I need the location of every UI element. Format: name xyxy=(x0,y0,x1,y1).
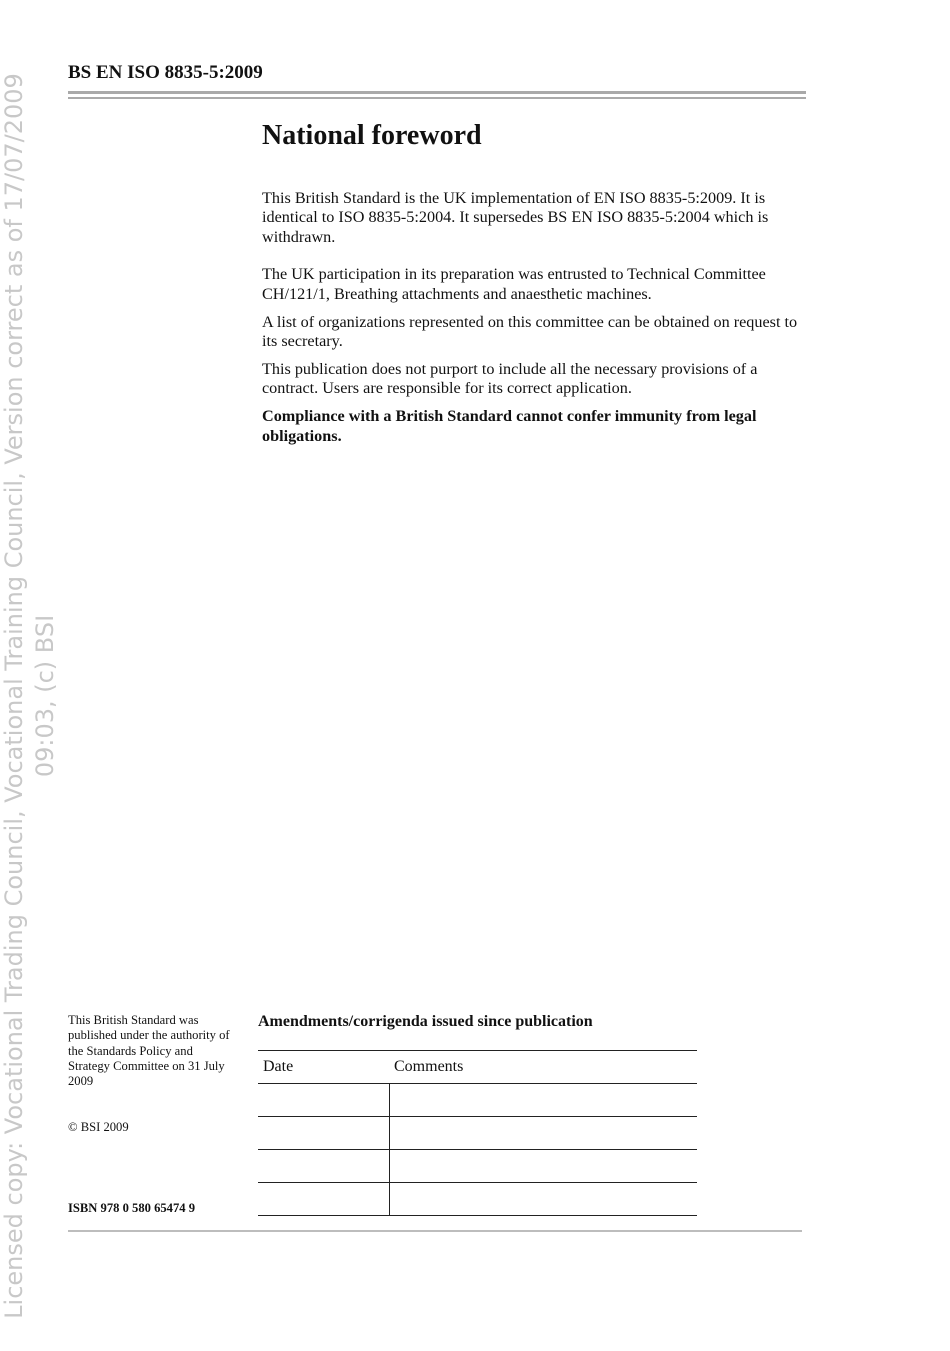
table-row xyxy=(258,1084,697,1117)
column-header-date: Date xyxy=(258,1051,389,1084)
foreword-paragraph: This British Standard is the UK implementation of EN ISO 8835-5:2009. It is identical to ISO 8835-5:2004. It supersedes BS EN ISO 8835-5:2004 which is withdrawn. xyxy=(262,189,769,246)
foreword-paragraph: This publication does not purport to include all the necessary provisions of a contract. Users are responsible for its correct application. xyxy=(262,359,758,398)
foreword-paragraph: The UK participation in its preparation was entrusted to Technical Committee CH/121/1, Breathing attachments and anaesthetic machines. xyxy=(262,265,766,303)
header-divider xyxy=(68,91,806,99)
foreword-paragraph: A list of organizations represented on this committee can be obtained on request to its secretary. xyxy=(262,312,798,350)
compliance-note: Compliance with a British Standard cannot confer immunity from legal obligations. xyxy=(262,407,757,445)
document-id: BS EN ISO 8835-5:2009 xyxy=(68,62,263,83)
date-cell xyxy=(258,1117,389,1150)
comments-cell xyxy=(389,1150,697,1183)
publication-note-text: This British Standard was published under the authority of the Standards Policy and Strategy Committee on 31 July 2009 xyxy=(68,1013,230,1089)
footer-divider xyxy=(68,1230,802,1232)
date-cell xyxy=(258,1150,389,1183)
amendments-title: Amendments/corrigenda issued since publication xyxy=(258,1013,593,1030)
table-row xyxy=(258,1183,697,1216)
watermark xyxy=(0,0,59,1345)
comments-cell xyxy=(389,1117,697,1150)
publication-note xyxy=(68,1013,236,1089)
isbn: ISBN 978 0 580 65474 9 xyxy=(68,1201,196,1215)
foreword-body xyxy=(262,189,810,454)
column-header-comments: Comments xyxy=(389,1051,697,1084)
page-title: National foreword xyxy=(262,120,482,151)
comments-cell xyxy=(389,1183,697,1216)
amendments-table xyxy=(258,1050,697,1216)
table-row xyxy=(258,1150,697,1183)
date-cell xyxy=(258,1183,389,1216)
copyright-notice: © BSI 2009 xyxy=(68,1120,129,1134)
date-cell xyxy=(258,1084,389,1117)
comments-cell xyxy=(389,1084,697,1117)
table-row xyxy=(258,1117,697,1150)
table-header-row xyxy=(258,1051,697,1084)
license-watermark-text: Licensed copy: Vocational Trading Council, Vocational Training Council, Version correct as of 17/07/2009 09:03, (c) BSI xyxy=(0,73,59,1319)
